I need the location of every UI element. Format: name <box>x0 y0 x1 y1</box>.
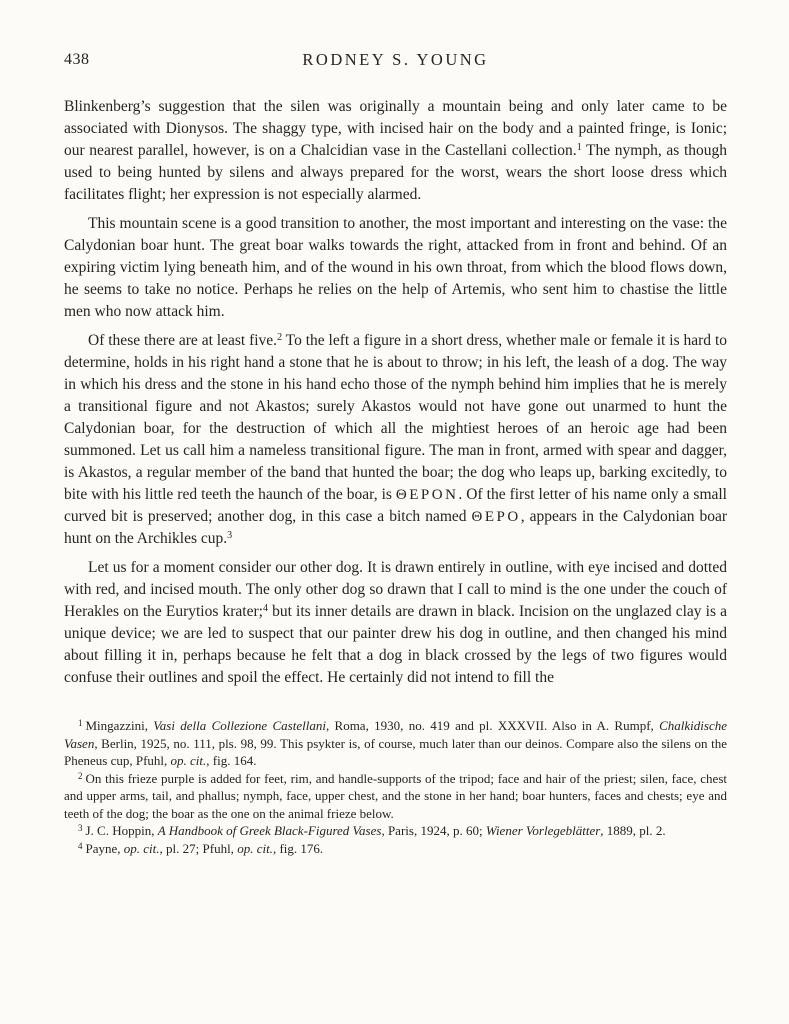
body-text <box>64 96 727 689</box>
text-segment: , Berlin, 1925, no. 111, pls. 98, 99. This psykter is, of course, much later than our deinos. Compare also the silens on the Pheneus cup, Pfuhl, <box>64 735 727 768</box>
paragraph <box>64 213 727 323</box>
footnote-marker: 4 <box>78 840 83 851</box>
text-segment: but its inner details are drawn in black. Incision on the unglazed clay is a unique device; we are led to suspect that our painter drew his dog in outline, and then changed his mind about filling it in, perhaps because he felt that a dog in black crossed by the legs of two figures would confuse their outlines and spoil the effect. He certainly did not intend to fill the <box>64 603 727 686</box>
footnote <box>64 840 727 858</box>
text-segment: Blinkenberg’s suggestion that the silen was originally a mountain being and only later came to be associated with Dionysos. The shaggy type, with incised hair on the body and a painted fringe, is Ionic; our nearest parallel, however, is on a Chalcidian vase in the Castellani collection. <box>64 98 727 159</box>
text-segment: , appears in the Calydonian boar hunt on the Archikles cup. <box>64 508 728 547</box>
greek-inscription: ΘΕΡΟΝ <box>395 487 459 503</box>
running-head: RODNEY S. YOUNG <box>302 50 489 69</box>
text-segment: , fig. 164. <box>206 753 257 768</box>
text-segment: op. cit. <box>237 840 273 856</box>
greek-inscription: ΘΕΡΟ <box>471 509 521 525</box>
text-segment: Chalkidische Vasen <box>64 718 727 751</box>
footnote-marker: 1 <box>78 718 83 728</box>
text-segment: , pl. 27; Pfuhl, <box>159 840 238 856</box>
footnote-marker: 3 <box>78 823 83 833</box>
text-segment: , Paris, 1924, p. 60; <box>381 823 486 838</box>
text-segment: Of these there are at least five. <box>88 332 278 349</box>
text-segment: Vasi della Collezione Castellani <box>153 718 326 733</box>
footnote <box>64 770 727 823</box>
paragraph <box>64 96 727 206</box>
text-segment: Mingazzini, <box>85 718 154 733</box>
page-number: 438 <box>64 51 90 68</box>
footnote-reference: 3 <box>227 530 233 541</box>
footnote-reference: 1 <box>576 142 582 153</box>
paragraph <box>64 557 727 689</box>
footnote <box>64 717 727 770</box>
text-segment: , 1889, pl. 2. <box>600 823 666 838</box>
text-segment: Payne, <box>85 840 124 856</box>
footnote <box>64 822 727 840</box>
paragraph <box>64 330 727 550</box>
text-segment: To the left a figure in a short dress, whether male or female it is hard to determine, holds in his right hand a stone that he is about to throw; in his left, the leash of a dog. The way in which his dress and the stone in his hand echo those of the nymph behind him implies that he is merely a transitional figure and not Akastos; surely Akastos would not have gone out unarmed to hunt the Calydonian boar, for the destruction of which all the mightiest heroes of an heroic age had been summoned. Let us call him a nameless transitional figure. The man in front, armed with spear and dagger, is Akastos, a regular member of the band that hunted the boar; the dog who leaps up, barking excitedly, to bite with his little red teeth the haunch of the boar, is <box>64 332 727 503</box>
text-segment: , Roma, 1930, no. 419 and pl. XXXVII. Also in A. Rumpf, <box>325 718 660 733</box>
text-segment: op. cit. <box>170 753 207 768</box>
text-segment: , fig. 176. <box>272 840 324 856</box>
footnote-marker: 2 <box>78 770 83 781</box>
text-segment: . Of the first letter of his name only a small curved bit is preserved; another dog, in this case a bitch named <box>64 486 727 525</box>
page-header <box>64 50 727 72</box>
footnotes-section <box>64 717 727 857</box>
text-segment: On this frieze purple is added for feet, rim, and handle-supports of the tripod; face and hair of the priest; silen, face, chest and upper arms, tail, and phallus; nymph, face, upper chest, and the stone in her hand; boar hunters, faces and chests; eye and teeth of the dog; the boar as the one on the animal frieze below. <box>64 770 727 821</box>
text-segment: op. cit. <box>123 840 160 856</box>
text-segment: Wiener Vorlegeblätter <box>485 823 601 838</box>
footnote-reference: 2 <box>277 332 283 343</box>
text-segment: J. C. Hoppin, <box>85 823 158 838</box>
text-segment: Let us for a moment consider our other dog. It is drawn entirely in outline, with eye incised and dotted with red, and incised mouth. The only other dog so drawn that I call to mind is the one under the couch of Herakles on the Eurytios krater; <box>64 559 727 620</box>
text-segment: This mountain scene is a good transition to another, the most important and interesting on the vase: the Calydonian boar hunt. The great boar walks towards the right, attacked from in front and behind. Of an expiring victim lying beneath him, and of the wound in his own throat, from which the blood flows down, he seems to take no notice. Perhaps he relies on the help of Artemis, who sent him to chastise the little men who now attack him. <box>64 215 727 320</box>
text-segment: A Handbook of Greek Black-Figured Vases <box>157 823 382 838</box>
text-segment: The nymph, as though used to being hunted by silens and always prepared for the worst, wears the short loose dress which facilitates flight; her expression is not especially alarmed. <box>64 142 728 203</box>
footnote-reference: 4 <box>262 603 268 614</box>
